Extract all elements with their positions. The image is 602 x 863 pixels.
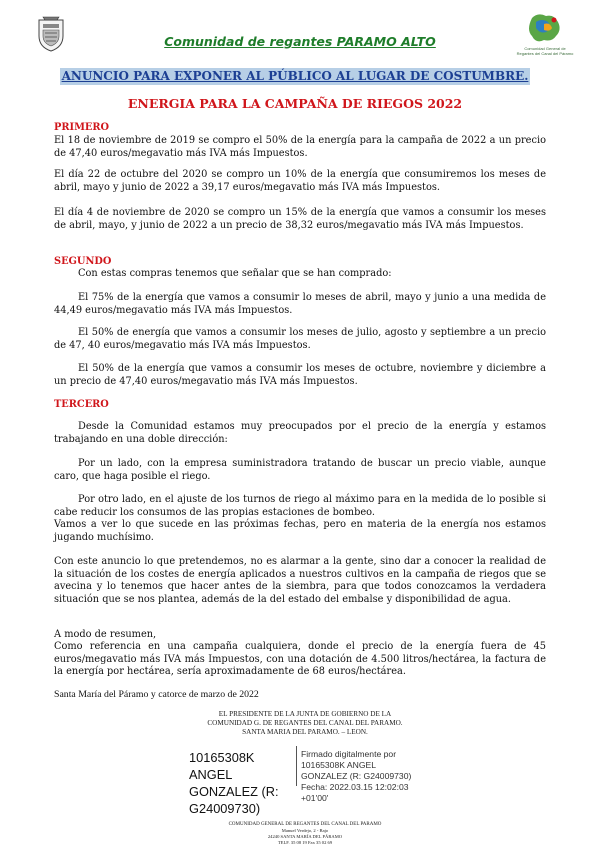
signer-name-line-2: GONZALEZ (R: <box>189 784 279 799</box>
tercero-paragraph-5: Con este anuncio lo que pretendemos, no es alarmar a la gente, sino dar a conocer la realidad de la situación de los costes de energía aplicados a nuestros cultivos en la campaña de riegos que se avecina y lo tenemos que hacer antes de la siembra, para que todos conozcamos la verdadera situación que se nos plantea, además de la del estado del embalse y disponibilidad de agua. <box>54 556 546 605</box>
signatory-title-line-3: SANTA MARIA DEL PARAMO. – LEON. <box>242 728 368 736</box>
footer-address <box>200 822 410 846</box>
section-heading-primero: PRIMERO <box>54 122 110 133</box>
digital-signature-info <box>301 749 441 804</box>
announcement-banner: ANUNCIO PARA EXPONER AL PÚBLICO AL LUGAR DE COSTUMBRE. <box>61 69 529 83</box>
primero-paragraph-3: El día 4 de noviembre de 2020 se compro un 15% de la energía que vamos a consumir los meses de abril, mayo, y junio de 2022 a un precio de 38,32 euros/megavatio más IVA más Impuestos. <box>54 207 546 231</box>
footer-line-1: COMUNIDAD GENERAL DE REGANTES DEL CANAL DEL PARAMO <box>228 822 382 827</box>
signer-name-line-3: G24009730) <box>189 801 261 816</box>
signer-name-line-1: 10165308K ANGEL <box>189 750 255 782</box>
organization-title: Comunidad de regantes PARAMO ALTO <box>164 34 436 49</box>
signatory-title-line-2: COMUNIDAD G. DE REGANTES DEL CANAL DEL PARAMO. <box>207 719 403 727</box>
signature-divider <box>296 746 297 786</box>
right-logo-caption: Comunidad General de Regantes del Canal del Páramo <box>516 46 574 56</box>
footer-line-4: TELF. 35 08 19 Fax 35 02 69 <box>277 840 333 845</box>
tercero-paragraph-1: Desde la Comunidad estamos muy preocupados por el precio de la energía y estamos trabajando en una doble dirección: <box>54 421 546 445</box>
summary-intro: A modo de resumen, <box>54 629 157 640</box>
signatory-title-line-1: EL PRESIDENTE DE LA JUNTA DE GOBIERNO DE LA <box>218 710 392 718</box>
primero-paragraph-2: El día 22 de octubre del 2020 se compro un 10% de la energía que consumiremos los meses de abril, mayo y junio de 2022 a 39,17 euros/megavatio más IVA más Impuestos. <box>54 169 546 193</box>
segundo-paragraph-3: El 50% de energía que vamos a consumir los meses de julio, agosto y septiembre a un precio de 47, 40 euros/megavatio más IVA más Impuestos. <box>54 327 546 351</box>
tercero-paragraph-2: Por un lado, con la empresa suministradora tratando de buscar un precio viable, aunque caro, que haga posible el riego. <box>54 458 546 482</box>
digital-signature-line-1: Firmado digitalmente por <box>301 749 397 759</box>
digital-signature-line-4: Fecha: 2022.03.15 12:02:03 <box>301 782 409 792</box>
segundo-paragraph-2: El 75% de la energía que vamos a consumir lo meses de abril, mayo y junio a una medida de 44,49 euros/megavatio más IVA más Impuestos. <box>54 292 546 316</box>
signatory-title <box>190 710 420 737</box>
segundo-paragraph-1: Con estas compras tenemos que señalar que se han comprado: <box>78 268 392 279</box>
digital-signature-line-2: 10165308K ANGEL <box>301 760 377 770</box>
signer-name <box>189 749 299 817</box>
document-subtitle: ENERGIA PARA LA CAMPAÑA DE RIEGOS 2022 <box>127 96 463 111</box>
primero-paragraph-1: El 18 de noviembre de 2019 se compro el 50% de la energía para la campaña de 2022 a un precio de 47,40 euros/megavatio más IVA más Impuestos. <box>54 135 546 159</box>
digital-signature-line-3: GONZALEZ (R: G24009730) <box>301 771 412 781</box>
tercero-paragraph-4: Vamos a ver lo que sucede en las próximas fechas, pero en materia de la energía nos estamos jugando muchísimo. <box>54 519 546 543</box>
section-heading-tercero: TERCERO <box>54 399 109 410</box>
date-line: Santa María del Páramo y catorce de marzo de 2022 <box>54 689 259 700</box>
footer-line-3: 24240 SANTA MARÍA DEL PÁRAMO <box>267 834 343 839</box>
tercero-paragraph-3: Por otro lado, en el ajuste de los turnos de riego al máximo para en la medida de lo posible si cabe reducir los consumos de las propias estaciones de bombeo. <box>54 494 546 518</box>
section-heading-segundo: SEGUNDO <box>54 256 112 267</box>
summary-paragraph: Como referencia en una campaña cualquiera, donde el precio de la energía fuera de 45 euros/megavatio más IVA más Impuestos, con una dotación de 4.500 litros/hectárea, la factura de la energía por hectárea, sería aproximadamente de 68 euros/hectárea. <box>54 641 546 678</box>
footer-line-2: Manuel Verdejo, 2 - Bajo <box>281 828 329 833</box>
digital-signature-line-5: +01'00' <box>301 793 329 803</box>
segundo-paragraph-4: El 50% de la energía que vamos a consumir los meses de octubre, noviembre y diciembre a un precio de 47,40 euros/megavatio más IVA más Impuestos. <box>54 363 546 387</box>
